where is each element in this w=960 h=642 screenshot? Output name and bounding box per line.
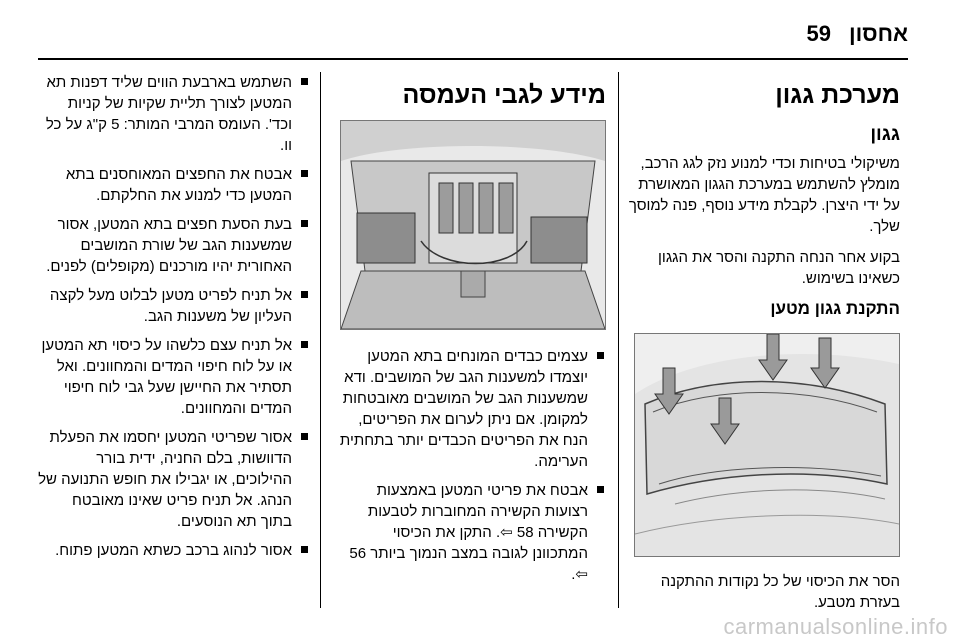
loading-bullet-list (334, 346, 606, 585)
roof-mounting-points-image (634, 333, 900, 557)
list-item: עצמים כבדים המונחים בתא המטען יוצמדו למשענות הגב של המושבים. ודא שמשענות הגב של המושבים מאובטחות למקומן. אם ניתן לערום את הפריטים, הנח את הפריטים הכבדים יותר בתחתית הערימה. (334, 346, 606, 472)
trunk-loading-image (340, 120, 606, 330)
watermark: carmanualsonline.info (723, 614, 948, 639)
roof-rack-section-title: מערכת גגון (775, 81, 900, 109)
page-number: 59 (806, 21, 831, 46)
roof-rack-column (628, 72, 900, 623)
guidelines-bullet-list (38, 72, 310, 561)
list-item: אבטח את פריטי המטען באמצעות רצועות הקשירה המחוברות לטבעות הקשירה 58 ⇦. התקן את הכיסוי המתכוונן לגובה במצב הנמוך ביותר 56 ⇦. (334, 480, 606, 585)
list-item: אסור לנהוג ברכב כשתא המטען פתוח. (38, 540, 310, 561)
page-title: אחסון (848, 21, 908, 46)
page-header (38, 14, 908, 54)
roof-heading: גגון (870, 124, 900, 145)
loading-info-column (334, 72, 606, 593)
install-heading: התקנת גגון מטען (770, 298, 900, 318)
list-item: אבטח את החפצים המאוחסנים בתא המטען כדי למנוע את החלקתם. (38, 164, 310, 206)
list-item: אל תניח עצם כלשהו על כיסוי תא המטען או על לוח חיפוי המדים והמחוונים. ואל תסתיר את החיישן שעל גבי לוח חיפוי המדים והמחוונים. (38, 335, 310, 419)
column-divider-left (320, 72, 321, 608)
loading-guidelines-column (38, 72, 310, 569)
list-item: השתמש בארבעת הווים שליד דפנות תא המטען לצורך תליית שקיות של קניות וכד'. העומס המרבי המותר: 5 ק"ג על כל וו. (38, 72, 310, 156)
list-item: בעת הסעת חפצים בתא המטען, אסור שמשענות הגב של שורת המושבים האחורית יהיו מורכנים (מקופלים) לפנים. (38, 214, 310, 277)
column-divider-right (618, 72, 619, 608)
header-divider (38, 58, 908, 60)
list-item: אל תניח לפריט מטען לבלוט מעל לקצה העליון של משענות הגב. (38, 285, 310, 327)
roof-text-2: בקוע אחר הנחה התקנה והסר את הגגון כשאינו בשימוש. (658, 248, 900, 287)
list-item: אסור שפריטי המטען יחסמו את הפעלת הדוושות, בלם החניה, ידית בורר ההילוכים, או יגבילו את חופש התנועה של הנהג. אל תניח פריט שאינו מאובטח בתוך תא הנוסעים. (38, 427, 310, 532)
figure-caption: הסר את הכיסוי של כל נקודות ההתקנה בעזרת מטבע. (660, 573, 900, 612)
roof-text-1: משיקולי בטיחות וכדי למנוע נזק לגג הרכב, מומלץ להשתמש במערכת הגגון המאושרת על ידי היצרן. לקבלת מידע נוסף, פנה למוסך שלך. (628, 154, 900, 235)
loading-section-title: מידע לגבי העמסה (402, 81, 606, 109)
